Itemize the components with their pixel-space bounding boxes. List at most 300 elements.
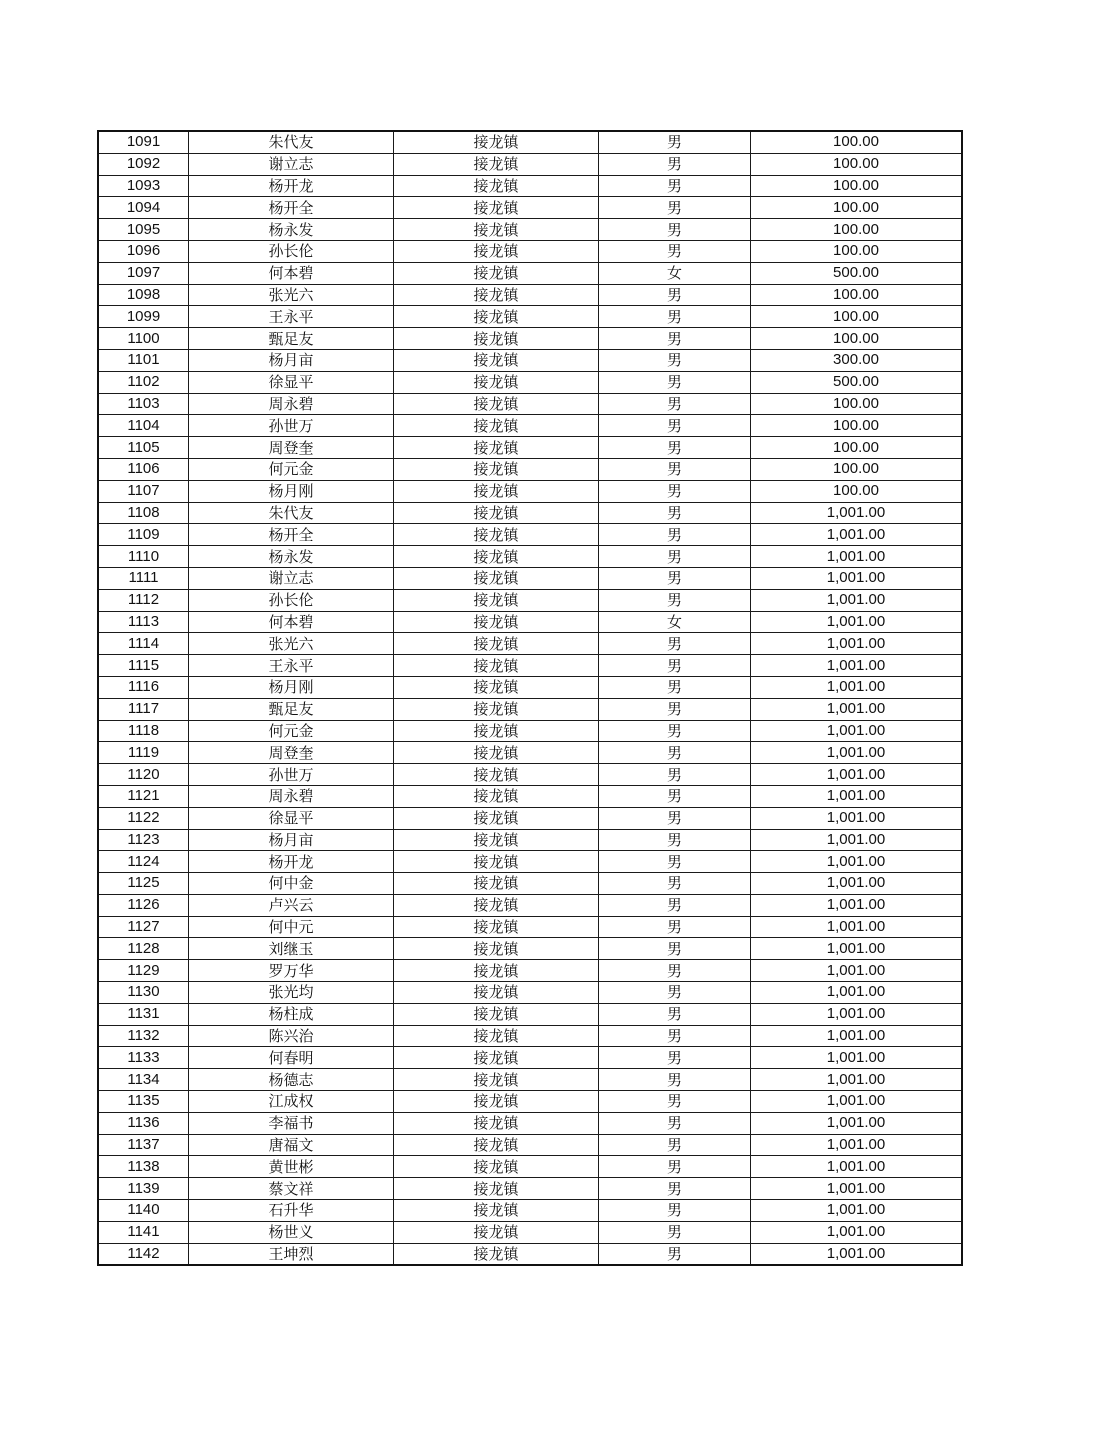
name-cell: 何中金 — [189, 873, 394, 895]
name-cell: 张光均 — [189, 982, 394, 1004]
town-cell: 接龙镇 — [394, 1025, 599, 1047]
amount-cell: 1,001.00 — [751, 611, 963, 633]
name-cell: 孙世万 — [189, 415, 394, 437]
row-number-cell: 1125 — [98, 873, 189, 895]
table-row — [98, 982, 962, 1004]
amount-cell: 1,001.00 — [751, 589, 963, 611]
town-cell: 接龙镇 — [394, 502, 599, 524]
gender-cell: 男 — [599, 1156, 751, 1178]
row-number-cell: 1126 — [98, 894, 189, 916]
row-number-cell: 1132 — [98, 1025, 189, 1047]
name-cell: 王永平 — [189, 306, 394, 328]
name-cell: 谢立志 — [189, 567, 394, 589]
table-row — [98, 262, 962, 284]
name-cell: 杨柱成 — [189, 1003, 394, 1025]
table-row — [98, 764, 962, 786]
name-cell: 周登奎 — [189, 437, 394, 459]
town-cell: 接龙镇 — [394, 262, 599, 284]
row-number-cell: 1105 — [98, 437, 189, 459]
table-row — [98, 676, 962, 698]
name-cell: 黄世彬 — [189, 1156, 394, 1178]
row-number-cell: 1138 — [98, 1156, 189, 1178]
amount-cell: 100.00 — [751, 131, 963, 153]
row-number-cell: 1139 — [98, 1178, 189, 1200]
amount-cell: 1,001.00 — [751, 916, 963, 938]
row-number-cell: 1141 — [98, 1221, 189, 1243]
name-cell: 甄足友 — [189, 328, 394, 350]
table-row — [98, 742, 962, 764]
amount-cell: 1,001.00 — [751, 785, 963, 807]
row-number-cell: 1098 — [98, 284, 189, 306]
name-cell: 杨世义 — [189, 1221, 394, 1243]
amount-cell: 100.00 — [751, 393, 963, 415]
row-number-cell: 1117 — [98, 698, 189, 720]
name-cell: 杨永发 — [189, 546, 394, 568]
row-number-cell: 1108 — [98, 502, 189, 524]
gender-cell: 女 — [599, 611, 751, 633]
table-row — [98, 284, 962, 306]
gender-cell: 男 — [599, 131, 751, 153]
name-cell: 周永碧 — [189, 393, 394, 415]
gender-cell: 男 — [599, 1069, 751, 1091]
table-row — [98, 328, 962, 350]
town-cell: 接龙镇 — [394, 611, 599, 633]
name-cell: 何中元 — [189, 916, 394, 938]
name-cell: 张光六 — [189, 284, 394, 306]
row-number-cell: 1133 — [98, 1047, 189, 1069]
row-number-cell: 1124 — [98, 851, 189, 873]
town-cell: 接龙镇 — [394, 676, 599, 698]
table-row — [98, 611, 962, 633]
table-row — [98, 960, 962, 982]
gender-cell: 男 — [599, 437, 751, 459]
table-row — [98, 349, 962, 371]
gender-cell: 男 — [599, 371, 751, 393]
row-number-cell: 1101 — [98, 349, 189, 371]
table-row — [98, 829, 962, 851]
table-row — [98, 1134, 962, 1156]
gender-cell: 男 — [599, 960, 751, 982]
row-number-cell: 1118 — [98, 720, 189, 742]
gender-cell: 男 — [599, 1200, 751, 1222]
town-cell: 接龙镇 — [394, 458, 599, 480]
table-row — [98, 698, 962, 720]
row-number-cell: 1097 — [98, 262, 189, 284]
name-cell: 徐显平 — [189, 371, 394, 393]
gender-cell: 男 — [599, 219, 751, 241]
row-number-cell: 1119 — [98, 742, 189, 764]
name-cell: 张光六 — [189, 633, 394, 655]
amount-cell: 1,001.00 — [751, 1156, 963, 1178]
table-row — [98, 633, 962, 655]
gender-cell: 男 — [599, 175, 751, 197]
town-cell: 接龙镇 — [394, 1178, 599, 1200]
town-cell: 接龙镇 — [394, 1243, 599, 1265]
table-row — [98, 589, 962, 611]
table-row — [98, 524, 962, 546]
amount-cell: 1,001.00 — [751, 1091, 963, 1113]
name-cell: 朱代友 — [189, 131, 394, 153]
table-row — [98, 1069, 962, 1091]
table-row — [98, 131, 962, 153]
name-cell: 徐显平 — [189, 807, 394, 829]
row-number-cell: 1107 — [98, 480, 189, 502]
town-cell: 接龙镇 — [394, 764, 599, 786]
name-cell: 王坤烈 — [189, 1243, 394, 1265]
row-number-cell: 1091 — [98, 131, 189, 153]
row-number-cell: 1113 — [98, 611, 189, 633]
row-number-cell: 1095 — [98, 219, 189, 241]
amount-cell: 1,001.00 — [751, 1134, 963, 1156]
name-cell: 何本碧 — [189, 262, 394, 284]
table-row — [98, 1200, 962, 1222]
gender-cell: 男 — [599, 328, 751, 350]
row-number-cell: 1122 — [98, 807, 189, 829]
gender-cell: 男 — [599, 1221, 751, 1243]
amount-cell: 1,001.00 — [751, 524, 963, 546]
row-number-cell: 1140 — [98, 1200, 189, 1222]
table-row — [98, 1243, 962, 1265]
town-cell: 接龙镇 — [394, 371, 599, 393]
town-cell: 接龙镇 — [394, 894, 599, 916]
town-cell: 接龙镇 — [394, 785, 599, 807]
row-number-cell: 1121 — [98, 785, 189, 807]
town-cell: 接龙镇 — [394, 524, 599, 546]
gender-cell: 男 — [599, 698, 751, 720]
row-number-cell: 1142 — [98, 1243, 189, 1265]
town-cell: 接龙镇 — [394, 219, 599, 241]
gender-cell: 男 — [599, 349, 751, 371]
town-cell: 接龙镇 — [394, 175, 599, 197]
amount-cell: 1,001.00 — [751, 982, 963, 1004]
gender-cell: 男 — [599, 1091, 751, 1113]
gender-cell: 男 — [599, 306, 751, 328]
name-cell: 蔡文祥 — [189, 1178, 394, 1200]
row-number-cell: 1130 — [98, 982, 189, 1004]
town-cell: 接龙镇 — [394, 415, 599, 437]
row-number-cell: 1102 — [98, 371, 189, 393]
gender-cell: 男 — [599, 284, 751, 306]
row-number-cell: 1123 — [98, 829, 189, 851]
name-cell: 王永平 — [189, 655, 394, 677]
table-row — [98, 916, 962, 938]
town-cell: 接龙镇 — [394, 546, 599, 568]
table-row — [98, 415, 962, 437]
name-cell: 何春明 — [189, 1047, 394, 1069]
amount-cell: 500.00 — [751, 262, 963, 284]
row-number-cell: 1134 — [98, 1069, 189, 1091]
amount-cell: 1,001.00 — [751, 567, 963, 589]
town-cell: 接龙镇 — [394, 131, 599, 153]
table-row — [98, 938, 962, 960]
table-row — [98, 1003, 962, 1025]
table-row — [98, 1178, 962, 1200]
amount-cell: 100.00 — [751, 328, 963, 350]
row-number-cell: 1129 — [98, 960, 189, 982]
table-row — [98, 458, 962, 480]
row-number-cell: 1112 — [98, 589, 189, 611]
town-cell: 接龙镇 — [394, 1156, 599, 1178]
gender-cell: 男 — [599, 1178, 751, 1200]
name-cell: 何元金 — [189, 720, 394, 742]
town-cell: 接龙镇 — [394, 328, 599, 350]
gender-cell: 男 — [599, 873, 751, 895]
amount-cell: 1,001.00 — [751, 698, 963, 720]
table-row — [98, 1091, 962, 1113]
table-row — [98, 1156, 962, 1178]
row-number-cell: 1094 — [98, 197, 189, 219]
amount-cell: 100.00 — [751, 175, 963, 197]
amount-cell: 500.00 — [751, 371, 963, 393]
amount-cell: 100.00 — [751, 458, 963, 480]
town-cell: 接龙镇 — [394, 240, 599, 262]
amount-cell: 100.00 — [751, 284, 963, 306]
amount-cell: 1,001.00 — [751, 764, 963, 786]
town-cell: 接龙镇 — [394, 349, 599, 371]
amount-cell: 1,001.00 — [751, 1047, 963, 1069]
row-number-cell: 1120 — [98, 764, 189, 786]
gender-cell: 男 — [599, 240, 751, 262]
gender-cell: 男 — [599, 720, 751, 742]
gender-cell: 男 — [599, 807, 751, 829]
amount-cell: 1,001.00 — [751, 1112, 963, 1134]
amount-cell: 300.00 — [751, 349, 963, 371]
row-number-cell: 1099 — [98, 306, 189, 328]
name-cell: 罗万华 — [189, 960, 394, 982]
amount-cell: 1,001.00 — [751, 1221, 963, 1243]
table-row — [98, 175, 962, 197]
name-cell: 朱代友 — [189, 502, 394, 524]
town-cell: 接龙镇 — [394, 938, 599, 960]
town-cell: 接龙镇 — [394, 742, 599, 764]
row-number-cell: 1100 — [98, 328, 189, 350]
name-cell: 江成权 — [189, 1091, 394, 1113]
town-cell: 接龙镇 — [394, 1221, 599, 1243]
row-number-cell: 1092 — [98, 153, 189, 175]
table-row — [98, 437, 962, 459]
town-cell: 接龙镇 — [394, 916, 599, 938]
row-number-cell: 1116 — [98, 676, 189, 698]
gender-cell: 男 — [599, 197, 751, 219]
name-cell: 孙长伦 — [189, 240, 394, 262]
town-cell: 接龙镇 — [394, 633, 599, 655]
table-row — [98, 567, 962, 589]
table-row — [98, 153, 962, 175]
town-cell: 接龙镇 — [394, 829, 599, 851]
gender-cell: 男 — [599, 1003, 751, 1025]
row-number-cell: 1136 — [98, 1112, 189, 1134]
amount-cell: 100.00 — [751, 415, 963, 437]
amount-cell: 1,001.00 — [751, 546, 963, 568]
amount-cell: 1,001.00 — [751, 502, 963, 524]
town-cell: 接龙镇 — [394, 284, 599, 306]
name-cell: 何元金 — [189, 458, 394, 480]
amount-cell: 1,001.00 — [751, 676, 963, 698]
gender-cell: 男 — [599, 676, 751, 698]
name-cell: 甄足友 — [189, 698, 394, 720]
town-cell: 接龙镇 — [394, 1200, 599, 1222]
town-cell: 接龙镇 — [394, 567, 599, 589]
table-row — [98, 1112, 962, 1134]
amount-cell: 1,001.00 — [751, 655, 963, 677]
town-cell: 接龙镇 — [394, 960, 599, 982]
gender-cell: 男 — [599, 589, 751, 611]
amount-cell: 1,001.00 — [751, 720, 963, 742]
name-cell: 杨永发 — [189, 219, 394, 241]
name-cell: 周登奎 — [189, 742, 394, 764]
town-cell: 接龙镇 — [394, 197, 599, 219]
row-number-cell: 1103 — [98, 393, 189, 415]
gender-cell: 男 — [599, 567, 751, 589]
name-cell: 谢立志 — [189, 153, 394, 175]
name-cell: 杨德志 — [189, 1069, 394, 1091]
gender-cell: 男 — [599, 785, 751, 807]
row-number-cell: 1104 — [98, 415, 189, 437]
gender-cell: 男 — [599, 546, 751, 568]
town-cell: 接龙镇 — [394, 873, 599, 895]
table-row — [98, 1221, 962, 1243]
gender-cell: 男 — [599, 153, 751, 175]
name-cell: 陈兴治 — [189, 1025, 394, 1047]
gender-cell: 男 — [599, 851, 751, 873]
town-cell: 接龙镇 — [394, 655, 599, 677]
table-row — [98, 655, 962, 677]
town-cell: 接龙镇 — [394, 393, 599, 415]
amount-cell: 1,001.00 — [751, 1243, 963, 1265]
gender-cell: 女 — [599, 262, 751, 284]
table-row — [98, 546, 962, 568]
town-cell: 接龙镇 — [394, 1003, 599, 1025]
amount-cell: 1,001.00 — [751, 960, 963, 982]
table-row — [98, 851, 962, 873]
name-cell: 杨月亩 — [189, 829, 394, 851]
table-row — [98, 371, 962, 393]
name-cell: 卢兴云 — [189, 894, 394, 916]
amount-cell: 1,001.00 — [751, 1200, 963, 1222]
table-row — [98, 480, 962, 502]
gender-cell: 男 — [599, 1243, 751, 1265]
amount-cell: 1,001.00 — [751, 938, 963, 960]
amount-cell: 1,001.00 — [751, 1069, 963, 1091]
amount-cell: 100.00 — [751, 480, 963, 502]
gender-cell: 男 — [599, 764, 751, 786]
name-cell: 何本碧 — [189, 611, 394, 633]
gender-cell: 男 — [599, 480, 751, 502]
table-row — [98, 1025, 962, 1047]
gender-cell: 男 — [599, 393, 751, 415]
amount-cell: 100.00 — [751, 306, 963, 328]
row-number-cell: 1128 — [98, 938, 189, 960]
amount-cell: 100.00 — [751, 219, 963, 241]
name-cell: 杨开龙 — [189, 851, 394, 873]
gender-cell: 男 — [599, 655, 751, 677]
row-number-cell: 1096 — [98, 240, 189, 262]
gender-cell: 男 — [599, 633, 751, 655]
name-cell: 杨月刚 — [189, 480, 394, 502]
table-row — [98, 393, 962, 415]
records-table-body — [98, 131, 962, 1265]
amount-cell: 1,001.00 — [751, 633, 963, 655]
table-row — [98, 720, 962, 742]
name-cell: 刘继玉 — [189, 938, 394, 960]
gender-cell: 男 — [599, 829, 751, 851]
town-cell: 接龙镇 — [394, 1091, 599, 1113]
gender-cell: 男 — [599, 458, 751, 480]
town-cell: 接龙镇 — [394, 1112, 599, 1134]
town-cell: 接龙镇 — [394, 1069, 599, 1091]
name-cell: 杨月刚 — [189, 676, 394, 698]
name-cell: 石升华 — [189, 1200, 394, 1222]
row-number-cell: 1093 — [98, 175, 189, 197]
town-cell: 接龙镇 — [394, 306, 599, 328]
row-number-cell: 1109 — [98, 524, 189, 546]
row-number-cell: 1137 — [98, 1134, 189, 1156]
gender-cell: 男 — [599, 1112, 751, 1134]
town-cell: 接龙镇 — [394, 698, 599, 720]
amount-cell: 1,001.00 — [751, 1178, 963, 1200]
gender-cell: 男 — [599, 982, 751, 1004]
table-row — [98, 807, 962, 829]
amount-cell: 1,001.00 — [751, 829, 963, 851]
name-cell: 唐福文 — [189, 1134, 394, 1156]
amount-cell: 100.00 — [751, 197, 963, 219]
name-cell: 孙世万 — [189, 764, 394, 786]
gender-cell: 男 — [599, 1134, 751, 1156]
town-cell: 接龙镇 — [394, 807, 599, 829]
amount-cell: 100.00 — [751, 153, 963, 175]
table-row — [98, 894, 962, 916]
table-row — [98, 873, 962, 895]
amount-cell: 1,001.00 — [751, 873, 963, 895]
records-table — [97, 130, 963, 1266]
amount-cell: 1,001.00 — [751, 851, 963, 873]
gender-cell: 男 — [599, 1047, 751, 1069]
name-cell: 孙长伦 — [189, 589, 394, 611]
town-cell: 接龙镇 — [394, 153, 599, 175]
amount-cell: 1,001.00 — [751, 742, 963, 764]
town-cell: 接龙镇 — [394, 1134, 599, 1156]
name-cell: 李福书 — [189, 1112, 394, 1134]
table-row — [98, 219, 962, 241]
row-number-cell: 1131 — [98, 1003, 189, 1025]
name-cell: 周永碧 — [189, 785, 394, 807]
gender-cell: 男 — [599, 415, 751, 437]
gender-cell: 男 — [599, 742, 751, 764]
table-row — [98, 197, 962, 219]
row-number-cell: 1135 — [98, 1091, 189, 1113]
amount-cell: 1,001.00 — [751, 1003, 963, 1025]
name-cell: 杨开全 — [189, 197, 394, 219]
row-number-cell: 1111 — [98, 567, 189, 589]
gender-cell: 男 — [599, 502, 751, 524]
amount-cell: 1,001.00 — [751, 894, 963, 916]
row-number-cell: 1114 — [98, 633, 189, 655]
table-row — [98, 240, 962, 262]
town-cell: 接龙镇 — [394, 480, 599, 502]
name-cell: 杨开全 — [189, 524, 394, 546]
gender-cell: 男 — [599, 916, 751, 938]
row-number-cell: 1115 — [98, 655, 189, 677]
gender-cell: 男 — [599, 938, 751, 960]
row-number-cell: 1106 — [98, 458, 189, 480]
row-number-cell: 1110 — [98, 546, 189, 568]
table-row — [98, 785, 962, 807]
table-row — [98, 502, 962, 524]
amount-cell: 1,001.00 — [751, 807, 963, 829]
gender-cell: 男 — [599, 894, 751, 916]
town-cell: 接龙镇 — [394, 851, 599, 873]
name-cell: 杨月亩 — [189, 349, 394, 371]
